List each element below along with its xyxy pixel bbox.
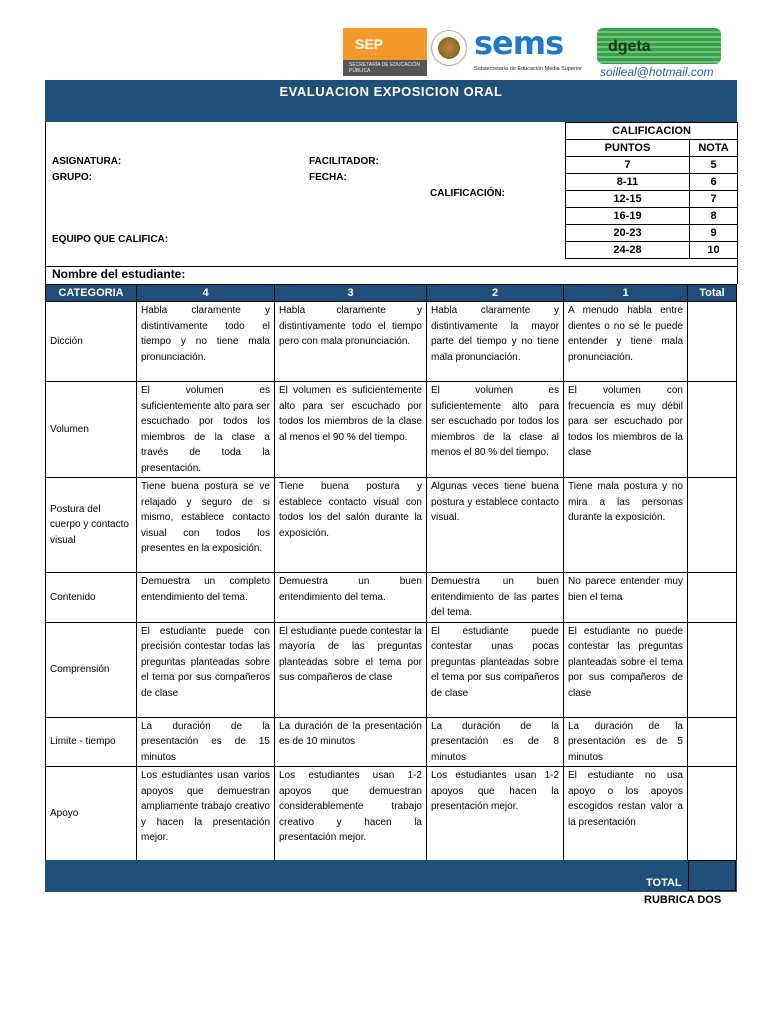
header-level-2: 2: [427, 285, 564, 302]
total-label: TOTAL: [646, 877, 682, 889]
page-title: EVALUACION EXPOSICION ORAL: [279, 84, 503, 99]
grade-table-title: CALIFICACION: [566, 123, 738, 140]
level-3-cell: El estudiante puede contestar la mayoría de las preguntas planteadas sobre el tema por sus compañeros de clase: [275, 622, 427, 717]
total-cell[interactable]: [688, 478, 737, 573]
level-1-cell: La duración de la presentación es de 5 minutos: [564, 717, 688, 767]
total-cell[interactable]: [688, 382, 737, 478]
category-cell: Dicción: [46, 302, 137, 382]
level-3-cell: Los estudiantes usan 1-2 apoyos que demuestran considerablemente trabajo creativo y hacen la presentación mejor.: [275, 767, 427, 862]
grade-nota: 10: [690, 242, 738, 259]
rubric-row-apoyo: [46, 767, 737, 862]
header-categoria: CATEGORIA: [46, 285, 137, 302]
grade-puntos: 8-11: [566, 174, 690, 191]
category-cell: Contenido: [46, 573, 137, 623]
dgeta-logo-label: dgeta: [608, 38, 651, 55]
sep-logo: [343, 28, 468, 76]
equipo-label: EQUIPO QUE CALIFICA:: [52, 234, 169, 245]
contact-email: soilleal@hotmail.com: [600, 65, 714, 79]
header-total: Total: [688, 285, 737, 302]
level-2-cell: La duración de la presentación es de 8 minutos: [427, 717, 564, 767]
grade-nota: 5: [690, 157, 738, 174]
level-4-cell: El estudiante puede con precisión contestar todas las preguntas planteadas sobre el tema por sus compañeros de clase: [137, 622, 275, 717]
grade-puntos: 16-19: [566, 208, 690, 225]
grupo-label: GRUPO:: [52, 172, 92, 183]
category-cell: Volumen: [46, 382, 137, 478]
rubric-header-row: [46, 285, 737, 302]
student-name-label: Nombre del estudiante:: [52, 267, 186, 281]
rubric-row-comprension: [46, 622, 737, 717]
grand-total-cell[interactable]: [688, 860, 736, 891]
rubric-row-diccion: [46, 302, 737, 382]
level-4-cell: Habla claramente y distintivamente todo el tiempo y no tiene mala pronunciación.: [137, 302, 275, 382]
level-4-cell: Demuestra un completo entendimiento del tema.: [137, 573, 275, 623]
grade-puntos: 12-15: [566, 191, 690, 208]
level-1-cell: El estudiante no usa apoyo o los apoyos escogidos restan valor a la presentación: [564, 767, 688, 862]
grade-header-puntos: PUNTOS: [566, 140, 690, 157]
header-level-4: 4: [137, 285, 275, 302]
total-cell[interactable]: [688, 767, 737, 862]
grade-nota: 9: [690, 225, 738, 242]
sems-subtitle: Subsecretaría de Educación Media Superior: [474, 66, 582, 72]
level-2-cell: El volumen es suficientemente alto para ser escuchado por todos los miembros de la clase al menos el 80 % del tiempo.: [427, 382, 564, 478]
level-4-cell: El volumen es suficientemente alto para ser escuchado por todos los miembros de la clase a través de toda la presentación.: [137, 382, 275, 478]
grade-nota: 6: [690, 174, 738, 191]
category-cell: Comprensión: [46, 622, 137, 717]
level-3-cell: Demuestra un buen entendimiento del tema.: [275, 573, 427, 623]
rubric-row-volumen: [46, 382, 737, 478]
level-1-cell: El estudiante no puede contestar las preguntas planteadas sobre el tema por sus compañeros de clase: [564, 622, 688, 717]
level-1-cell: El volumen con frecuencia es muy débil para ser escuchado por todos los miembros de la clase: [564, 382, 688, 478]
rubric-row-contenido: [46, 573, 737, 623]
rubric-name: RUBRICA DOS: [644, 894, 722, 906]
category-cell: Apoyo: [46, 767, 137, 862]
level-1-cell: No parece entender muy bien el tema: [564, 573, 688, 623]
facilitador-label: FACILITADOR:: [309, 156, 379, 167]
sep-logo-subtitle: SECRETARÍA DE EDUCACIÓN PÚBLICA: [343, 60, 427, 76]
total-cell[interactable]: [688, 622, 737, 717]
total-cell[interactable]: [688, 302, 737, 382]
level-1-cell: Tiene mala postura y no mira a las personas durante la exposición.: [564, 478, 688, 573]
category-cell: Postura del cuerpo y contacto visual: [46, 478, 137, 573]
grade-puntos: 7: [566, 157, 690, 174]
grade-puntos: 24-28: [566, 242, 690, 259]
calificacion-label: CALIFICACIÓN:: [430, 188, 505, 199]
level-2-cell: Los estudiantes usan 1-2 apoyos que hacen la presentación mejor.: [427, 767, 564, 862]
grade-puntos: 20-23: [566, 225, 690, 242]
sems-logo: sems: [474, 24, 564, 62]
total-cell[interactable]: [688, 573, 737, 623]
sep-logo-label: SEP: [343, 28, 427, 60]
level-2-cell: Algunas veces tiene buena postura y establece contacto visual.: [427, 478, 564, 573]
level-3-cell: La duración de la presentación es de 10 minutos: [275, 717, 427, 767]
national-shield-icon: [431, 30, 467, 66]
level-2-cell: El estudiante puede contestar unas pocas preguntas planteadas sobre el tema por sus compañeros de clase: [427, 622, 564, 717]
asignatura-label: ASIGNATURA:: [52, 156, 122, 167]
grade-nota: 8: [690, 208, 738, 225]
level-4-cell: Los estudiantes usan varios apoyos que demuestran ampliamente trabajo creativo y hacen la presentación mejor.: [137, 767, 275, 862]
level-2-cell: Habla claramente y distintivamente la mayor parte del tiempo y no tiene mala pronunciación.: [427, 302, 564, 382]
rubric-table: [45, 284, 737, 862]
total-band: [45, 860, 737, 892]
level-4-cell: La duración de la presentación es de 15 minutos: [137, 717, 275, 767]
level-3-cell: Habla claramente y distintivamente todo el tiempo pero con mala pronunciación.: [275, 302, 427, 382]
level-2-cell: Demuestra un buen entendimiento de las partes del tema.: [427, 573, 564, 623]
rubric-row-limite-tiempo: [46, 717, 737, 767]
grade-scale-table: [565, 122, 738, 259]
level-3-cell: El volumen es suficientemente alto para ser escuchado por todos los miembros de la clase al menos el 90 % del tiempo.: [275, 382, 427, 478]
total-cell[interactable]: [688, 717, 737, 767]
level-3-cell: Tiene buena postura y establece contacto visual con todos los del salón durante la exposición.: [275, 478, 427, 573]
grade-nota: 7: [690, 191, 738, 208]
level-1-cell: A menudo habla entre dientes o no se le puede entender y tiene mala pronunciación.: [564, 302, 688, 382]
rubric-row-postura: [46, 478, 737, 573]
header-level-3: 3: [275, 285, 427, 302]
header-level-1: 1: [564, 285, 688, 302]
level-4-cell: Tiene buena postura se ve relajado y seguro de si mismo, establece contacto visual con todos los presentes en la exposición.: [137, 478, 275, 573]
category-cell: Limite - tiempo: [46, 717, 137, 767]
fecha-label: FECHA:: [309, 172, 347, 183]
grade-header-nota: NOTA: [690, 140, 738, 157]
